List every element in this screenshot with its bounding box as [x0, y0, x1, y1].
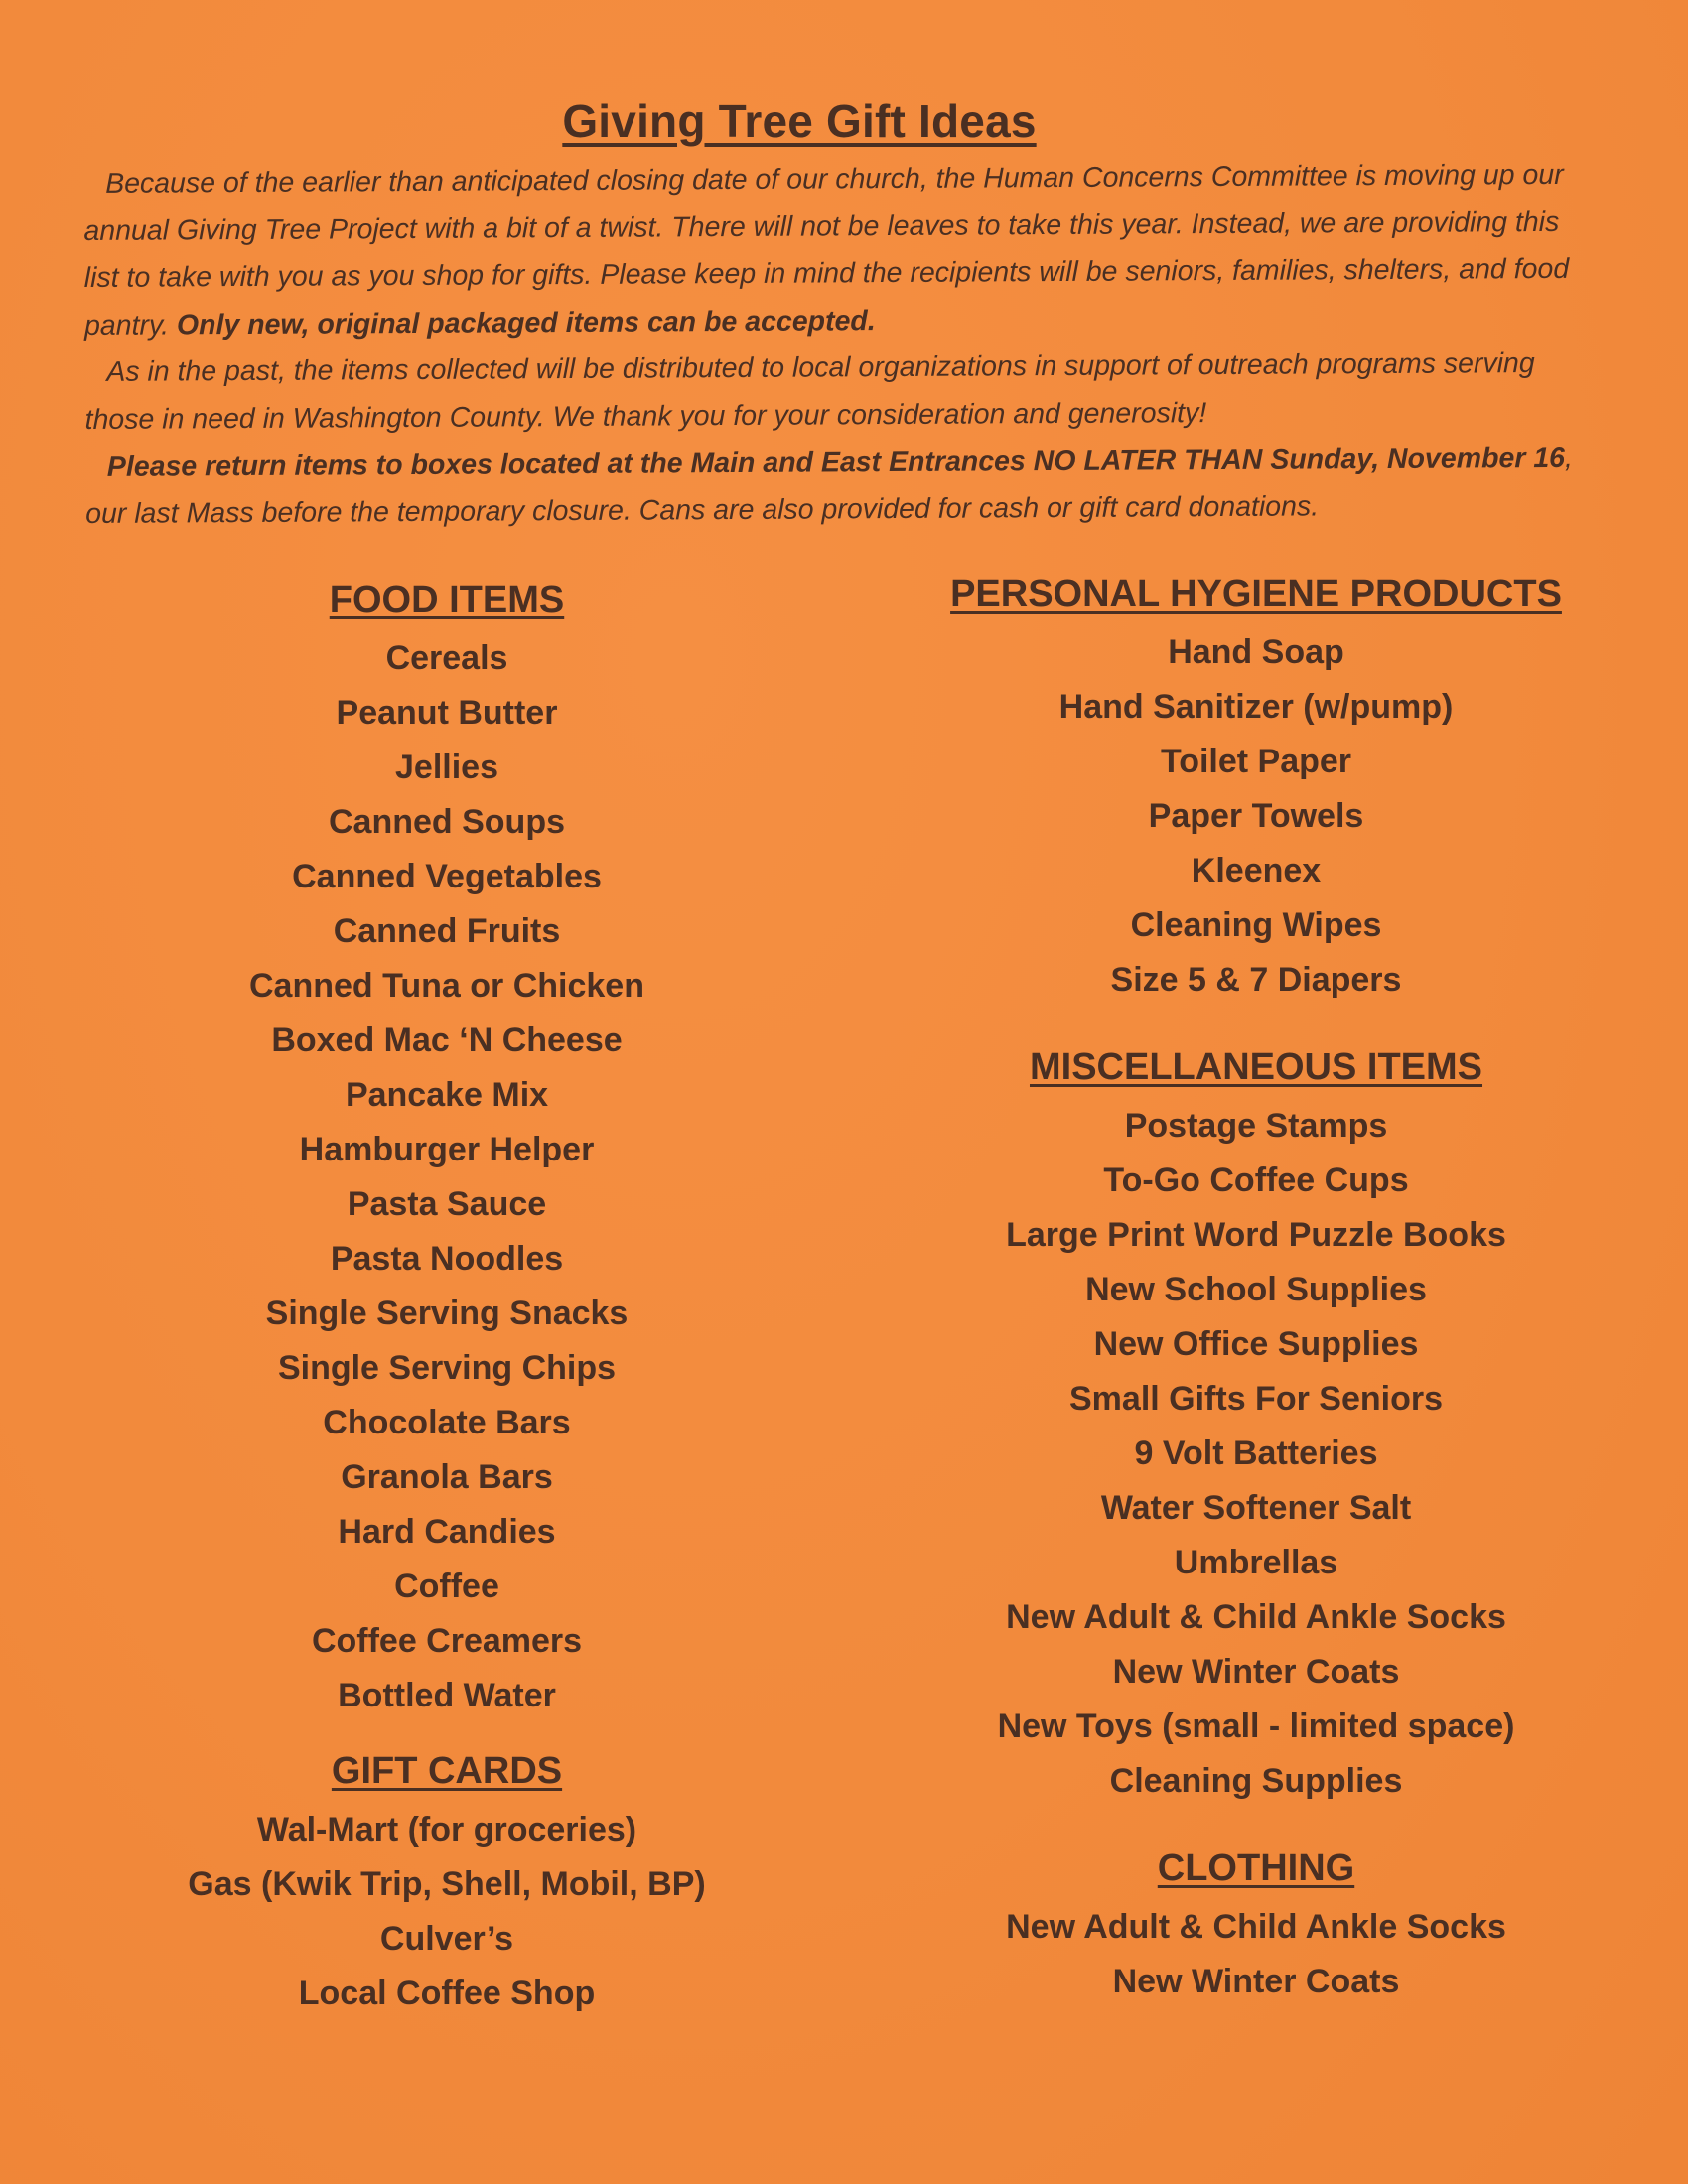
misc-item: Cleaning Supplies: [1109, 1762, 1403, 1800]
intro-paragraph-1-bold: Only new, original packaged items can be accepted.: [176, 304, 876, 341]
misc-item: 9 Volt Batteries: [1134, 1434, 1378, 1472]
food-item: Hamburger Helper: [299, 1131, 595, 1168]
food-item: Chocolate Bars: [323, 1404, 571, 1441]
food-item: Jellies: [395, 749, 498, 786]
intro-paragraph-2: As in the past, the items collected will be distributed to local organizations in support of outreach programs serving those in need in Washington County. We thank you for your consideration and generosity!: [84, 347, 1535, 436]
food-item: Granola Bars: [341, 1458, 553, 1496]
misc-list: [899, 1099, 1614, 1809]
gift-card-item: Culver’s: [379, 1920, 514, 1958]
food-item: Boxed Mac ‘N Cheese: [271, 1022, 623, 1059]
misc-heading: MISCELLANEOUS ITEMS: [1029, 1046, 1483, 1088]
misc-item: New Adult & Child Ankle Socks: [1006, 1598, 1506, 1636]
clothing-heading: CLOTHING: [1157, 1847, 1355, 1889]
hygiene-item: Paper Towels: [1148, 797, 1364, 835]
food-item: Pasta Noodles: [330, 1240, 564, 1278]
misc-item: Small Gifts For Seniors: [1069, 1380, 1443, 1418]
misc-item: New Toys (small - limited space): [997, 1707, 1515, 1745]
hygiene-heading: PERSONAL HYGIENE PRODUCTS: [950, 573, 1562, 614]
food-item: Single Serving Chips: [277, 1349, 617, 1387]
misc-item: Umbrellas: [1174, 1544, 1338, 1581]
food-items-heading: FOOD ITEMS: [329, 579, 565, 620]
misc-item: New School Supplies: [1085, 1271, 1427, 1308]
gift-cards-list: [109, 1803, 784, 2021]
right-column: [899, 568, 1614, 2009]
food-item: Cereals: [385, 639, 508, 677]
food-item: Single Serving Snacks: [265, 1295, 629, 1332]
hygiene-item: Cleaning Wipes: [1130, 906, 1382, 944]
clothing-item: New Adult & Child Ankle Socks: [1006, 1908, 1506, 1946]
section-spacer: [109, 1723, 784, 1745]
misc-item: Large Print Word Puzzle Books: [1006, 1216, 1506, 1254]
food-item: Bottled Water: [338, 1677, 556, 1714]
intro-paragraph-1-text: Because of the earlier than anticipated closing date of our church, the Human Concerns Committee is moving up our annual Giving Tree Project with a bit of a twist. There will not be leaves to take this year. Instead, we are providing this list to take with you as you shop for gifts. Please keep in mind the recipients will be seniors, families, shelters, and food pantry.: [83, 158, 1570, 341]
food-item: Peanut Butter: [336, 694, 558, 732]
misc-item: New Winter Coats: [1112, 1653, 1400, 1691]
food-item: Canned Tuna or Chicken: [249, 967, 644, 1005]
intro-paragraph-3: [85, 435, 1596, 538]
page-title: Giving Tree Gift Ideas: [562, 95, 1037, 147]
food-item: Hard Candies: [338, 1513, 556, 1551]
food-items-list: [109, 631, 784, 1723]
hygiene-item: Kleenex: [1191, 852, 1322, 889]
hygiene-item: Hand Sanitizer (w/pump): [1058, 688, 1454, 726]
gift-card-item: Local Coffee Shop: [298, 1975, 596, 2012]
hygiene-item: Hand Soap: [1168, 633, 1344, 671]
intro-text: [83, 152, 1595, 538]
misc-item: New Office Supplies: [1093, 1325, 1419, 1363]
misc-item: Postage Stamps: [1124, 1107, 1388, 1145]
food-item: Pancake Mix: [345, 1076, 549, 1114]
left-column: [109, 574, 784, 2021]
hygiene-item: Size 5 & 7 Diapers: [1110, 961, 1402, 999]
section-spacer: [899, 1008, 1614, 1041]
gift-card-item: Gas (Kwik Trip, Shell, Mobil, BP): [188, 1865, 706, 1903]
intro-paragraph-3-text: , our last Mass before the temporary closure. Cans are also provided for cash or gift card donations.: [85, 441, 1574, 530]
food-item: Canned Soups: [328, 803, 566, 841]
misc-item: Water Softener Salt: [1100, 1489, 1412, 1527]
gift-cards-heading: GIFT CARDS: [331, 1750, 563, 1792]
intro-paragraph-3-bold: Please return items to boxes located at the Main and East Entrances NO LATER THAN Sunday, November 16: [106, 441, 1566, 482]
food-item: Coffee Creamers: [311, 1622, 583, 1660]
section-spacer: [899, 1809, 1614, 1843]
food-item: Canned Vegetables: [292, 858, 602, 895]
intro-paragraph-1: [83, 152, 1594, 349]
hygiene-item: Toilet Paper: [1160, 743, 1352, 780]
clothing-list: [899, 1900, 1614, 2009]
food-item: Coffee: [394, 1568, 499, 1605]
hygiene-list: [899, 625, 1614, 1008]
gift-card-item: Wal-Mart (for groceries): [256, 1811, 637, 1848]
food-item: Canned Fruits: [333, 912, 561, 950]
clothing-item: New Winter Coats: [1112, 1963, 1400, 2000]
food-item: Pasta Sauce: [347, 1185, 547, 1223]
misc-item: To-Go Coffee Cups: [1103, 1161, 1409, 1199]
